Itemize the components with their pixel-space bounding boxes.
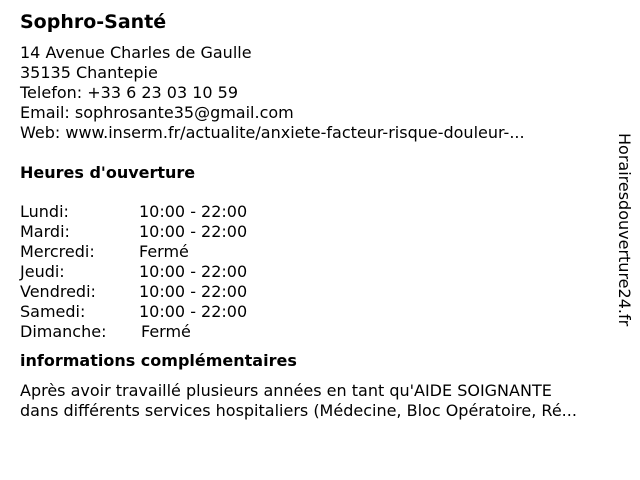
hours-value: Fermé — [141, 322, 191, 341]
hours-row-thursday — [20, 262, 620, 282]
day-label: Dimanche: — [20, 322, 107, 341]
additional-info-heading: informations complémentaires — [20, 351, 297, 370]
hours-value: 10:00 - 22:00 — [139, 222, 248, 241]
business-name: Sophro-Santé — [20, 11, 167, 33]
hours-row-friday — [20, 282, 620, 302]
hours-value: 10:00 - 22:00 — [139, 302, 248, 321]
hours-value: Fermé — [139, 242, 189, 261]
hours-row-sunday — [20, 322, 620, 342]
day-label: Mercredi: — [20, 242, 95, 261]
hours-value: 10:00 - 22:00 — [139, 202, 248, 221]
hours-row-saturday — [20, 302, 620, 322]
opening-hours-list — [20, 202, 620, 342]
hours-value: 10:00 - 22:00 — [139, 282, 248, 301]
hours-value: 10:00 - 22:00 — [139, 262, 248, 281]
day-label: Jeudi: — [20, 262, 65, 281]
day-label: Mardi: — [20, 222, 70, 241]
phone-number: Telefon: +33 6 23 03 10 59 — [20, 83, 239, 102]
email-address: Email: sophrosante35@gmail.com — [20, 103, 294, 122]
business-card — [20, 9, 620, 421]
opening-hours-heading: Heures d'ouverture — [20, 163, 196, 182]
additional-info-line-2: dans différents services hospitaliers (Médecine, Bloc Opératoire, Ré... — [20, 401, 577, 420]
website-link: Web: www.inserm.fr/actualite/anxiete-facteur-risque-douleur-... — [20, 123, 525, 142]
hours-row-tuesday — [20, 222, 620, 242]
address-city: 35135 Chantepie — [20, 63, 158, 82]
watermark-site-name: Horairesdouverture24.fr — [615, 133, 634, 327]
day-label: Lundi: — [20, 202, 69, 221]
day-label: Samedi: — [20, 302, 86, 321]
additional-info-line-1: Après avoir travaillé plusieurs années en tant qu'AIDE SOIGNANTE — [20, 381, 552, 400]
hours-row-monday — [20, 202, 620, 222]
address-street: 14 Avenue Charles de Gaulle — [20, 43, 252, 62]
hours-row-wednesday — [20, 242, 620, 262]
day-label: Vendredi: — [20, 282, 96, 301]
